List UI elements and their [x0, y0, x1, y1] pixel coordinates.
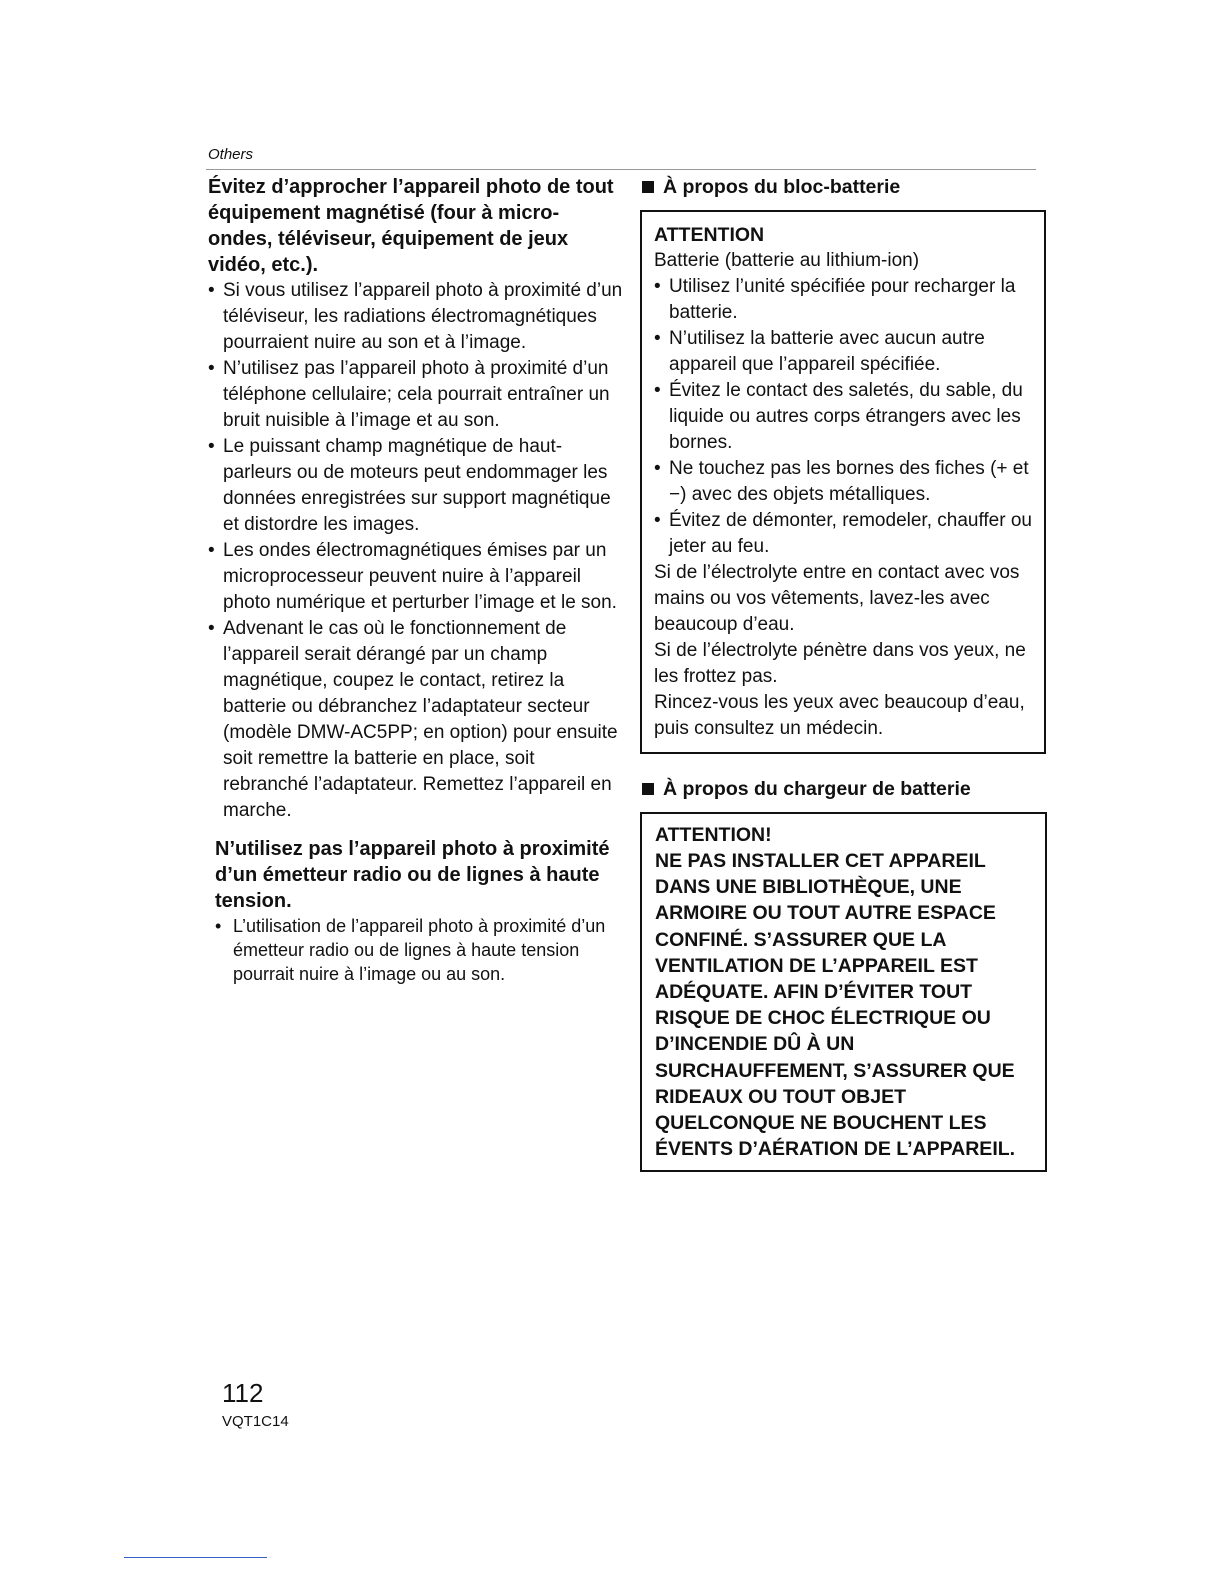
list-item: • L’utilisation de l’appareil photo à proximité d’un émetteur radio ou de lignes à haute tension pourrait nuire à l’image ou au son. — [215, 914, 623, 986]
battery-attention-label: ATTENTION — [654, 224, 765, 246]
charger-section-heading — [640, 776, 1050, 802]
square-bullet-icon — [642, 181, 654, 193]
list-item: • Ne touchez pas les bornes des fiches (+ et −) avec des objets métalliques. — [654, 456, 1034, 508]
list-item: • N’utilisez pas l’appareil photo à proximité d’un téléphone cellulaire; cela pourrait entraîner un bruit nuisible à l’image et au son. — [208, 356, 623, 434]
electrolyte-skin-paragraph: Si de l’électrolyte entre en contact avec vos mains ou vos vêtements, lavez-les avec beaucoup d’eau. — [654, 562, 1020, 635]
list-item: • Évitez le contact des saletés, du sable, du liquide ou autres corps étrangers avec les bornes. — [654, 378, 1034, 456]
right-column — [640, 174, 1050, 1172]
list-item: • Évitez de démonter, remodeler, chauffer ou jeter au feu. — [654, 508, 1034, 560]
battery-warning-box — [640, 210, 1046, 754]
charger-section-title: À propos du chargeur de batterie — [663, 778, 971, 800]
electrolyte-eyes-paragraph: Si de l’électrolyte pénètre dans vos yeux, ne les frottez pas. — [654, 640, 1026, 687]
square-bullet-icon — [642, 783, 654, 795]
magnetic-bullet-list — [208, 278, 623, 824]
header-divider — [206, 169, 1036, 170]
list-item: • Les ondes électromagnétiques émises par un microprocesseur peuvent nuire à l’appareil photo numérique et perturber l’image et le son. — [208, 538, 623, 616]
list-item: • Si vous utilisez l’appareil photo à proximité d’un téléviseur, les radiations électromagnétiques pourraient nuire au son et à l’image. — [208, 278, 623, 356]
charger-attention-label: ATTENTION! — [655, 824, 772, 846]
charger-warning-text: NE PAS INSTALLER CET APPAREIL DANS UNE BIBLIOTHÈQUE, UNE ARMOIRE OU TOUT AUTRE ESPACE CONFINÉ. S’ASSURER QUE LA VENTILATION DE L’APPAREIL EST ADÉQUATE. AFIN D’ÉVITER TOUT RISQUE DE CHOC ÉLECTRIQUE OU D’INCENDIE DÛ À UN SURCHAUFFEMENT, S’ASSURER QUE RIDEAUX OU TOUT OBJET QUELCONQUE NE BOUCHENT LES ÉVENTS D’AÉRATION DE L’APPAREIL. — [655, 850, 1016, 1161]
left-column — [208, 174, 623, 986]
charger-warning-box — [640, 812, 1047, 1172]
section-label: Others — [208, 146, 254, 163]
page-number: 112 — [222, 1378, 264, 1408]
radio-bullet-list — [208, 914, 623, 986]
battery-bullet-list — [654, 274, 1034, 560]
radio-heading: N’utilisez pas l’appareil photo à proximité d’un émetteur radio ou de lignes à haute tension. — [215, 838, 610, 912]
document-code: VQT1C14 — [222, 1413, 289, 1430]
battery-section-heading — [640, 174, 1050, 200]
magnetic-heading: Évitez d’approcher l’appareil photo de tout équipement magnétisé (four à micro-ondes, téléviseur, équipement de jeux vidéo, etc.). — [208, 176, 614, 276]
footer-divider — [124, 1557, 267, 1558]
list-item: • Advenant le cas où le fonctionnement de l’appareil serait dérangé par un champ magnétique, coupez le contact, retirez la batterie ou débranchez l’adaptateur secteur (modèle DMW-AC5PP; en option) pour ensuite soit remettre la batterie en place, soit rebranché l’adaptateur. Remettez l’appareil en marche. — [208, 616, 623, 824]
rinse-eyes-paragraph: Rincez-vous les yeux avec beaucoup d’eau, puis consultez un médecin. — [654, 692, 1025, 739]
list-item: • N’utilisez la batterie avec aucun autre appareil que l’appareil spécifiée. — [654, 326, 1034, 378]
list-item: • Utilisez l’unité spécifiée pour recharger la batterie. — [654, 274, 1034, 326]
battery-subtitle: Batterie (batterie au lithium-ion) — [654, 250, 920, 271]
list-item: • Le puissant champ magnétique de haut-parleurs ou de moteurs peut endommager les données enregistrées sur support magnétique et distordre les images. — [208, 434, 623, 538]
battery-section-title: À propos du bloc-batterie — [663, 176, 901, 198]
